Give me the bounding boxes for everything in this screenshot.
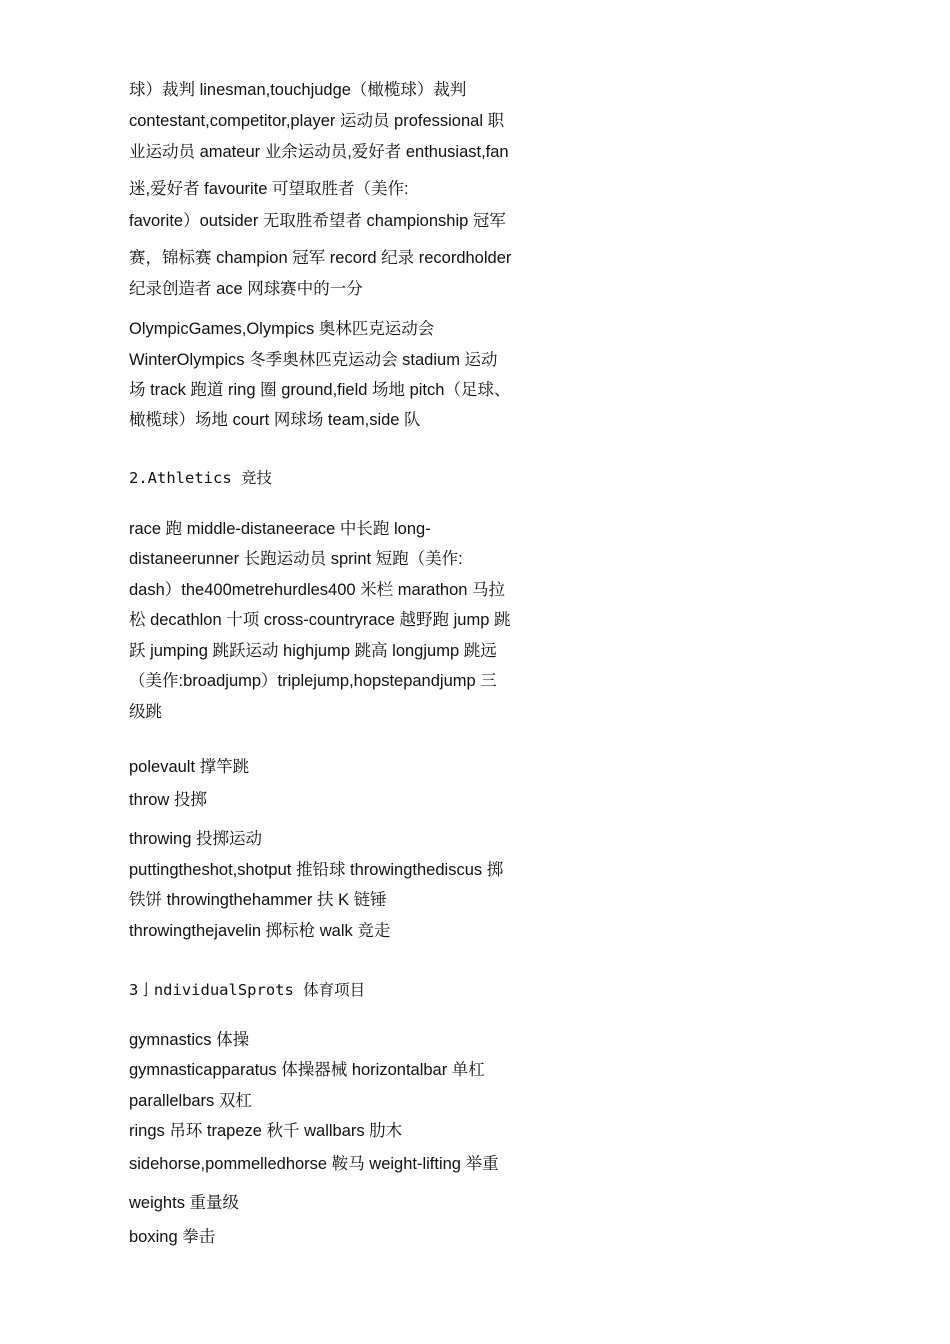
- text-line: throwing 投掷运动: [129, 830, 262, 848]
- text-line: WinterOlympics 冬季奥林匹克运动会 stadium 运动: [129, 351, 498, 369]
- text-line: 赛，锦标赛 champion 冠军 record 纪录 recordholder: [129, 249, 512, 267]
- text-line: dash）the400metrehurdles400 米栏 marathon 马拉: [129, 581, 506, 599]
- text-line: rings 吊环 trapeze 秋千 wallbars 肋木: [129, 1122, 403, 1140]
- text-line: 铁饼 throwingthehammer 扶 K 链锤: [129, 891, 387, 909]
- text-line: throw 投掷: [129, 791, 207, 809]
- text-line: 松 decathlon 十项 cross-countryrace 越野跑 jump 跳: [129, 611, 511, 629]
- text-line: race 跑 middle-distaneerace 中长跑 long-: [129, 520, 431, 538]
- text-line: weights 重量级: [129, 1194, 240, 1212]
- text-line: polevault 撑竿跳: [129, 758, 250, 776]
- text-line: 级跳: [129, 703, 162, 721]
- text-line: 纪录创造者 ace 网球赛中的一分: [129, 280, 363, 298]
- text-line: puttingtheshot,shotput 推铅球 throwingthediscus 掷: [129, 861, 504, 879]
- text-line: 场 track 跑道 ring 圈 ground,field 场地 pitch（足球、: [129, 381, 511, 399]
- text-line: favorite）outsider 无取胜希望者 championship 冠军: [129, 212, 506, 230]
- text-line: （美作:broadjump）triplejump,hopstepandjump 三: [129, 672, 497, 690]
- text-line: throwingthejavelin 掷标枪 walk 竞走: [129, 922, 391, 940]
- text-line: distaneerunner 长跑运动员 sprint 短跑（美作:: [129, 550, 463, 568]
- section-heading: 3亅ndividualSprots 体育项目: [129, 981, 366, 999]
- text-line: 橄榄球）场地 court 网球场 team,side 队: [129, 411, 421, 429]
- text-line: 跃 jumping 跳跃运动 highjump 跳高 longjump 跳远: [129, 642, 497, 660]
- text-line: 迷,爱好者 favourite 可望取胜者（美作:: [129, 180, 409, 198]
- text-line: gymnastics 体操: [129, 1031, 250, 1049]
- text-line: 业运动员 amateur 业余运动员,爱好者 enthusiast,fan: [129, 143, 509, 161]
- section-heading: 2.Athletics 竞技: [129, 469, 272, 487]
- text-line: parallelbars 双杠: [129, 1092, 252, 1110]
- text-line: OlympicGames,Olympics 奥林匹克运动会: [129, 320, 435, 338]
- text-line: gymnasticapparatus 体操器械 horizontalbar 单杠: [129, 1061, 485, 1079]
- text-line: sidehorse,pommelledhorse 鞍马 weight-lifting 举重: [129, 1155, 499, 1173]
- text-line: contestant,competitor,player 运动员 professional 职: [129, 112, 505, 130]
- text-line: boxing 拳击: [129, 1228, 216, 1246]
- text-line: 球）裁判 linesman,touchjudge（橄榄球）裁判: [129, 81, 467, 99]
